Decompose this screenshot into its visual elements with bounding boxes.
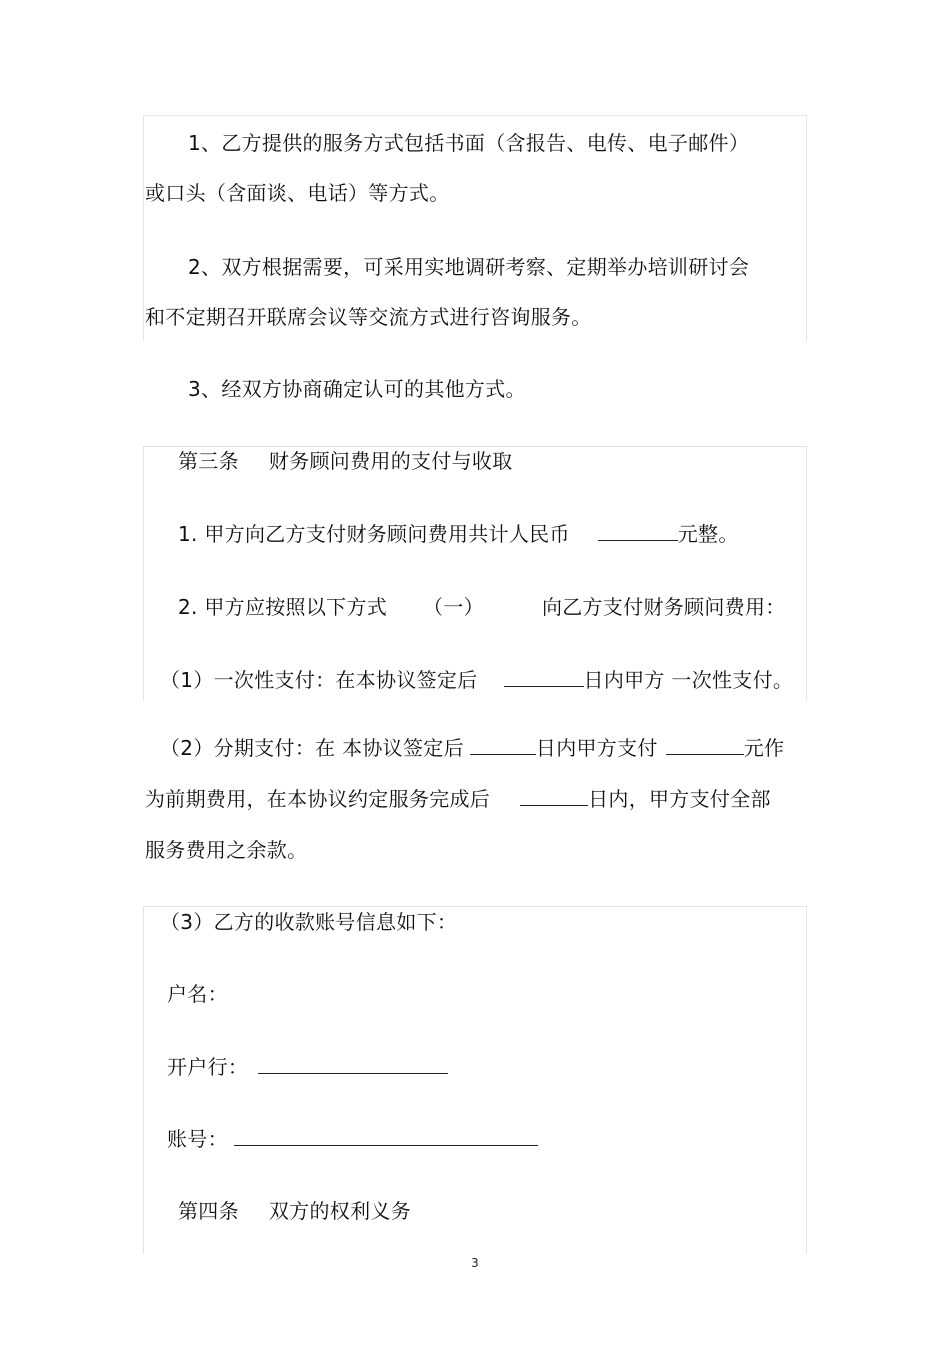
article3-p1	[178, 521, 739, 547]
item2-line1: 2、双方根据需要，可采用实地调研考察、定期举办培训研讨会	[188, 255, 750, 279]
opt2-l1-a: （2）分期支付：在 本协议签定后	[160, 736, 464, 760]
account-name-row	[167, 981, 228, 1007]
item1-line1: 1、乙方提供的服务方式包括书面（含报告、电传、电子邮件）	[188, 131, 750, 155]
p2-suffix: 向乙方支付财务顾问费用：	[541, 595, 786, 619]
account-no-label: 账号：	[167, 1127, 228, 1151]
opt2-l1-b: 日内甲方支付	[535, 736, 658, 760]
option3: （3）乙方的收款账号信息如下：	[160, 910, 458, 934]
content-frame-2	[143, 446, 807, 700]
article3-number: 第三条	[178, 449, 239, 473]
item1-line2: 或口头（含面谈、电话）等方式。	[145, 181, 450, 205]
opt1-prefix: （1）一次性支付：在本协议签定后	[160, 668, 478, 692]
total-fee-blank[interactable]	[598, 522, 678, 541]
option1	[160, 667, 793, 693]
item2-line2: 和不定期召开联席会议等交流方式进行咨询服务。	[145, 305, 592, 329]
article4-heading	[178, 1198, 411, 1224]
bank-label: 开户行：	[167, 1055, 249, 1079]
bank-row	[167, 1054, 448, 1080]
opt2-amount-blank[interactable]	[666, 736, 744, 755]
article4-number: 第四条	[178, 1199, 239, 1223]
p2-prefix: 2. 甲方应按照以下方式	[178, 595, 388, 619]
opt2-l2-a: 为前期费用，在本协议约定服务完成后	[145, 787, 491, 811]
p1-suffix: 元整。	[677, 522, 739, 546]
account-no-row	[167, 1126, 538, 1152]
option2-line3: 服务费用之余款。	[145, 838, 308, 862]
item3: 3、经双方协商确定认可的其他方式。	[188, 377, 526, 401]
opt1-suffix: 日内甲方 一次性支付。	[583, 668, 794, 692]
article3-p2	[178, 594, 786, 620]
p2-option: （一）	[423, 595, 484, 619]
article3-heading	[178, 448, 513, 474]
option2-line1	[160, 735, 784, 761]
opt2-days-blank[interactable]	[470, 736, 536, 755]
account-no-blank[interactable]	[234, 1127, 538, 1146]
option2-line2	[145, 786, 771, 812]
article3-title: 财务顾问费用的支付与收取	[268, 449, 513, 473]
bank-blank[interactable]	[258, 1055, 448, 1074]
account-name-label: 户名：	[167, 982, 228, 1006]
p1-prefix: 1. 甲方向乙方支付财务顾问费用共计人民币	[178, 522, 570, 546]
opt2-l2-b: 日内，甲方支付全部	[588, 787, 771, 811]
article4-title: 双方的权利义务	[268, 1199, 412, 1223]
opt2-completion-days-blank[interactable]	[520, 787, 588, 806]
opt2-l1-c: 元作	[743, 736, 785, 760]
opt1-days-blank[interactable]	[504, 668, 584, 687]
page-number: 3	[471, 1256, 479, 1270]
